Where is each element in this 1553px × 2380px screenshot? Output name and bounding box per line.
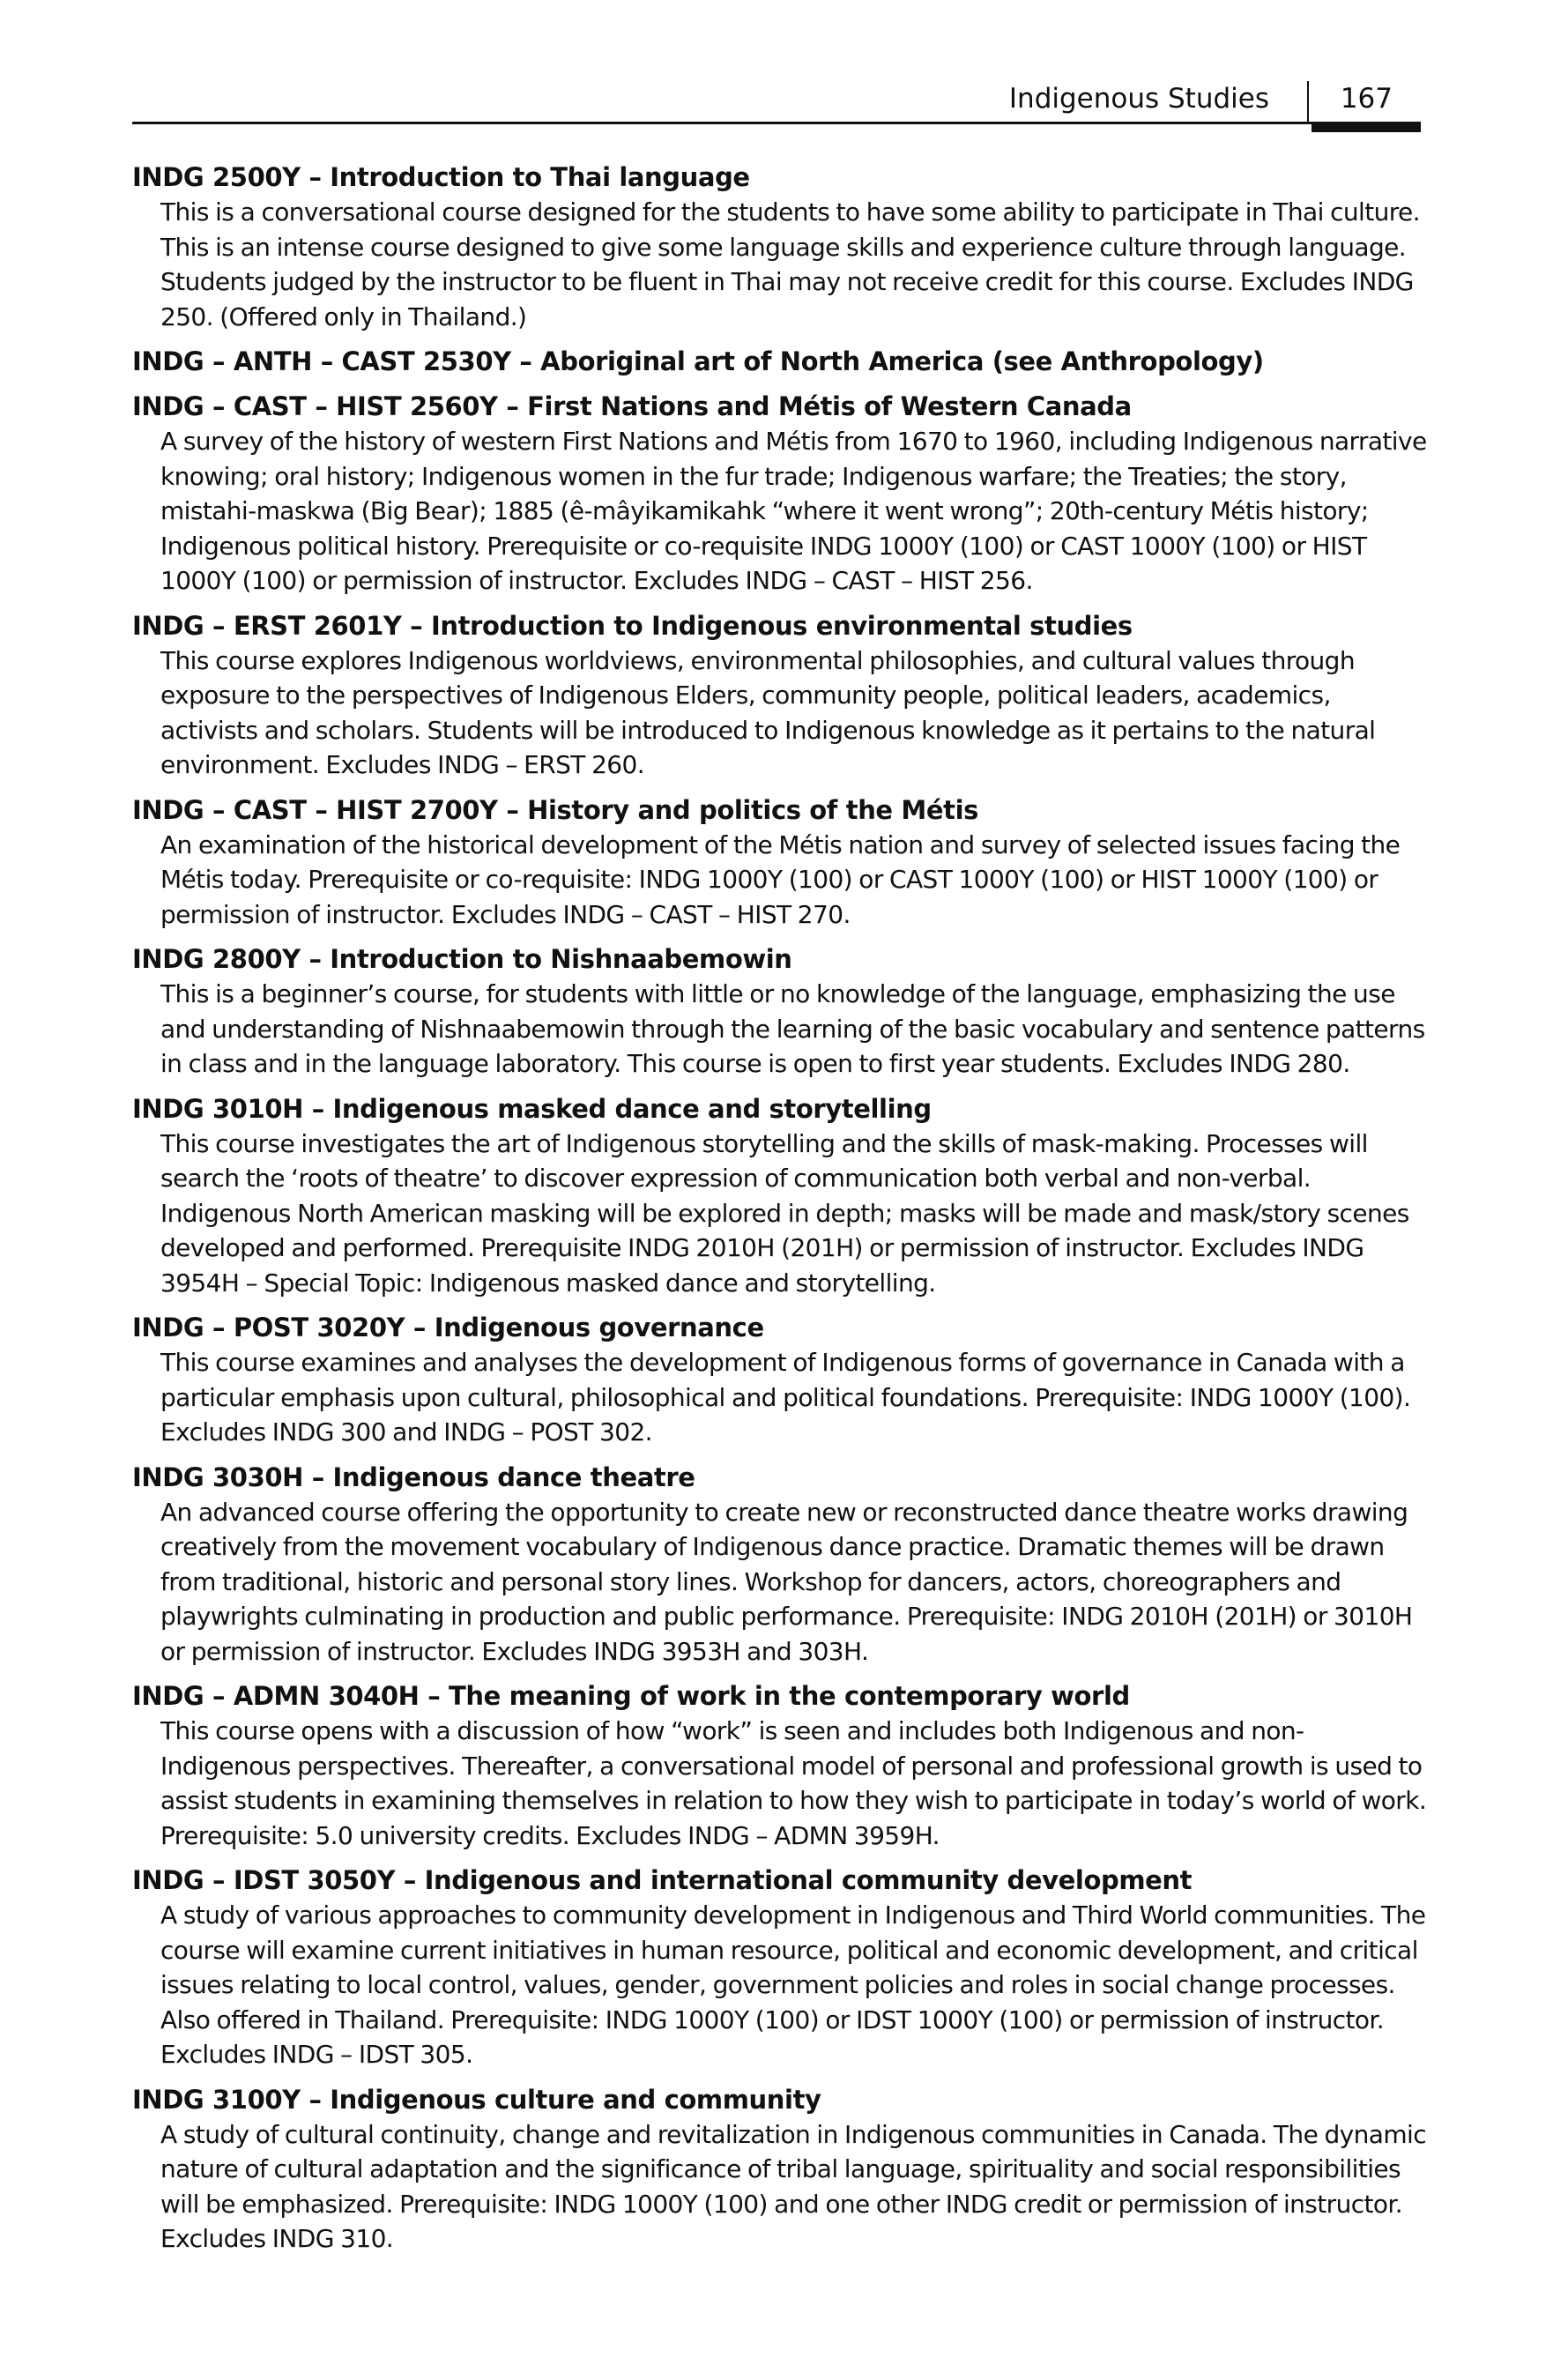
course-title: INDG – ANTH – CAST 2530Y – Aboriginal art of North America (see Anthropology) [132,346,1264,376]
header-divider [1307,81,1309,122]
course-description: A study of cultural continuity, change and revitalization in Indigenous communities in Canada. The dynamic nature of cultural adaptation and the significance of tribal language, spirituality and social responsibilities will be emphasized. Prerequisite: INDG 1000Y (100) and one other INDG credit or permission of instructor. Excludes INDG 310. [160,2119,1426,2253]
course-title: INDG 2800Y – Introduction to Nishnaabemowin [132,944,792,974]
course-description: A study of various approaches to community development in Indigenous and Third World communities. The course will examine current initiatives in human resource, political and economic development, and critical issues relating to local control, values, gender, government policies and roles in social change processes. Also offered in Thailand. Prerequisite: INDG 1000Y (100) or IDST 1000Y (100) or permission of instructor. Excludes INDG – IDST 305. [160,1900,1426,2069]
course-entry [132,160,1428,334]
header-rule [132,122,1419,124]
running-head: Indigenous Studies [1008,83,1269,115]
course-title: INDG – CAST – HIST 2560Y – First Nations and Métis of Western Canada [132,391,1132,421]
course-description: This course investigates the art of Indigenous storytelling and the skills of mask-making. Processes will search the ‘roots of theatre’ to discover expression of communication both verbal and non-verbal. Indigenous North American masking will be explored in depth; masks will be made and mask/story scenes developed and performed. Prerequisite INDG 2010H (201H) or permission of instructor. Excludes INDG 3954H – Special Topic: Indigenous masked dance and storytelling. [160,1128,1409,1298]
course-entry [132,390,1428,599]
course-entry [132,1863,1428,2072]
course-title: INDG 3030H – Indigenous dance theatre [132,1461,695,1492]
course-title: INDG 2500Y – Introduction to Thai language [132,162,750,192]
course-description: This course examines and analyses the development of Indigenous forms of governance in Canada with a particular emphasis upon cultural, philosophical and political foundations. Prerequisite: INDG 1000Y (100). Excludes INDG 300 and INDG – POST 302. [160,1348,1411,1447]
course-description: This is a conversational course designed for the students to have some ability to participate in Thai culture. This is an intense course designed to give some language skills and experience culture through language. Students judged by the instructor to be fluent in Thai may not receive credit for this course. Excludes INDG 250. (Offered only in Thailand.) [160,197,1420,331]
course-description: An examination of the historical development of the Métis nation and survey of selected issues facing the Métis today. Prerequisite or co-requisite: INDG 1000Y (100) or CAST 1000Y (100) or HIST 1000Y (100) or permission of instructor. Excludes INDG – CAST – HIST 270. [160,829,1401,929]
course-description: An advanced course offering the opportunity to create new or reconstructed dance theatre works drawing creatively from the movement vocabulary of Indigenous dance practice. Dramatic themes will be drawn from traditional, historic and personal story lines. Workshop for dancers, actors, choreographers and playwrights culminating in production and public performance. Prerequisite: INDG 2010H (201H) or 3010H or permission of instructor. Excludes INDG 3953H and 303H. [160,1497,1413,1666]
course-entry [132,2083,1428,2257]
course-entry [132,345,1428,379]
course-entry [132,1461,1428,1670]
course-title: INDG – IDST 3050Y – Indigenous and international community development [132,1865,1193,1895]
course-title: INDG – CAST – HIST 2700Y – History and politics of the Métis [132,794,978,825]
course-title: INDG – ERST 2601Y – Introduction to Indigenous environmental studies [132,610,1133,641]
course-title: INDG – ADMN 3040H – The meaning of work in the contemporary world [132,1681,1130,1711]
course-entry [132,793,1428,933]
course-list [132,160,1428,2267]
header-tab-bar [1312,122,1421,132]
course-entry [132,1679,1428,1853]
course-entry [132,1311,1428,1450]
course-entry [132,942,1428,1082]
page-header [132,81,1419,125]
course-title: INDG – POST 3020Y – Indigenous governance [132,1313,764,1342]
course-title: INDG 3100Y – Indigenous culture and community [132,2084,821,2115]
course-entry [132,609,1428,783]
course-description: This is a beginner’s course, for students with little or no knowledge of the language, emphasizing the use and understanding of Nishnaabemowin through the learning of the basic vocabulary and sentence patterns in class and in the language laboratory. This course is open to first year students. Excludes INDG 280. [160,979,1425,1078]
course-description: This course explores Indigenous worldviews, environmental philosophies, and cultural values through exposure to the perspectives of Indigenous Elders, community people, political leaders, academics, activists and scholars. Students will be introduced to Indigenous knowledge as it pertains to the natural environment. Excludes INDG – ERST 260. [160,645,1376,779]
course-entry [132,1092,1428,1301]
page-number: 167 [1340,83,1393,115]
course-title: INDG 3010H – Indigenous masked dance and storytelling [132,1093,932,1124]
course-description: This course opens with a discussion of how “work” is seen and includes both Indigenous and non-Indigenous perspectives. Thereafter, a conversational model of personal and professional growth is used to assist students in examining themselves in relation to how they wish to participate in today’s world of work. Prerequisite: 5.0 university credits. Excludes INDG – ADMN 3959H. [160,1716,1427,1850]
course-description: A survey of the history of western First Nations and Métis from 1670 to 1960, including Indigenous narrative knowing; oral history; Indigenous women in the fur trade; Indigenous warfare; the Treaties; the story, mistahi-maskwa (Big Bear); 1885 (ê-mâyikamikahk “where it went wrong”; 20th-century Métis history; Indigenous political history. Prerequisite or co-requisite INDG 1000Y (100) or CAST 1000Y (100) or HIST 1000Y (100) or permission of instructor. Excludes INDG – CAST – HIST 256. [160,427,1427,595]
